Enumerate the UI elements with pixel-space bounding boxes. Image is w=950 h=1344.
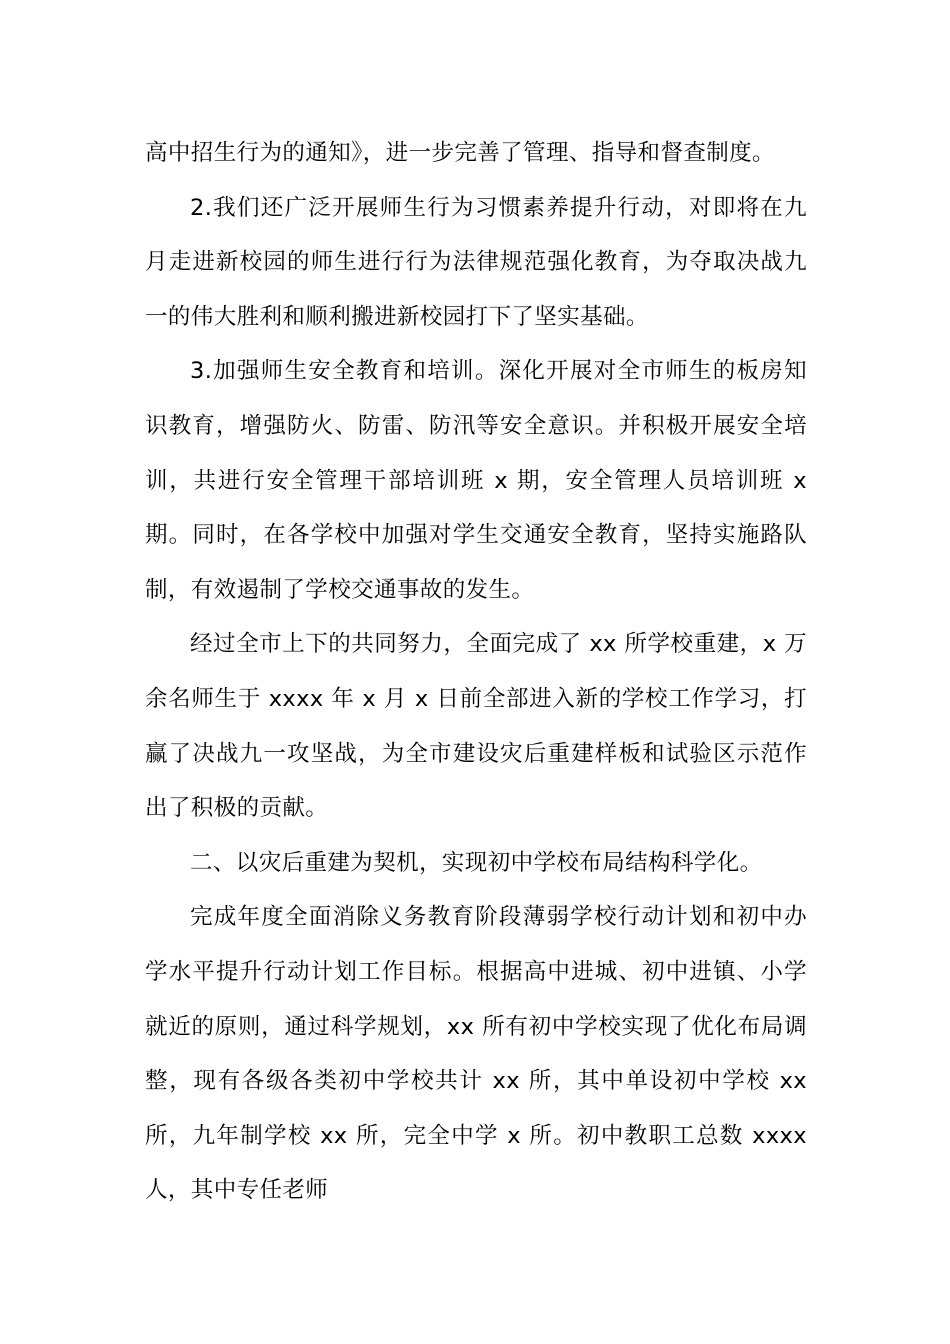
- paragraph-1: 高中招生行为的通知》，进一步完善了管理、指导和督查制度。: [145, 140, 775, 166]
- section-heading: 二、以灾后重建为契机，实现初中学校布局结构科学化。: [190, 849, 763, 876]
- document-body: [145, 126, 807, 1218]
- paragraph-3: 3.加强师生安全教育和培训。深化开展对全市师生的板房知识教育，增强防火、防雷、防汛等安全意识。并积极开展安全培训，共进行安全管理干部培训班 x 期，安全管理人员培训班 x 期。同时，在各学校中加强对学生交通安全教育，坚持实施路队制，有效遏制了学校交通事故的发生。: [145, 358, 807, 603]
- paragraph-4: 经过全市上下的共同努力，全面完成了 xx 所学校重建，x 万余名师生于 xxxx 年 x 月 x 日前全部进入新的学校工作学习，打赢了决战九一攻坚战，为全市建设灾后重建样板和试验区示范作出了积极的贡献。: [145, 631, 807, 822]
- paragraph-5: 完成年度全面消除义务教育阶段薄弱学校行动计划和初中办学水平提升行动计划工作目标。根据高中进城、初中进镇、小学就近的原则，通过科学规划，xx 所有初中学校实现了优化布局调整，现有各级各类初中学校共计 xx 所，其中单设初中学校 xx 所，九年制学校 xx 所，完全中学 x 所。初中教职工总数 xxxx 人，其中专任老师: [145, 904, 807, 1204]
- paragraph-2: 2.我们还广泛开展师生行为习惯素养提升行动，对即将在九月走进新校园的师生进行行为法律规范强化教育，为夺取决战九一的伟大胜利和顺利搬进新校园打下了坚实基础。: [145, 194, 807, 330]
